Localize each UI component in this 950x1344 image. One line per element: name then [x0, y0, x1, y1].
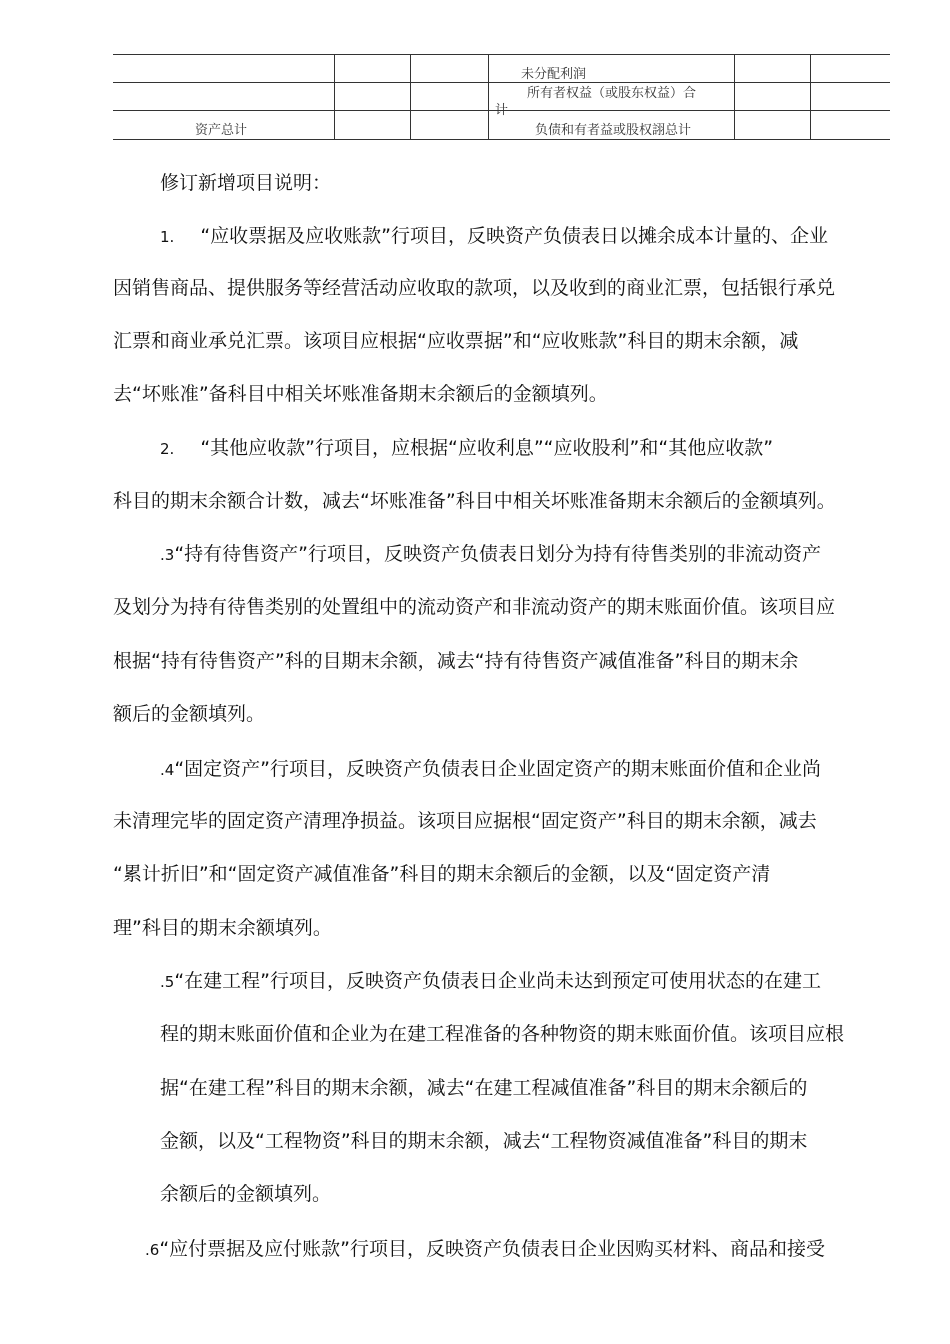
table-column-rule [410, 54, 411, 139]
table-column-rule [334, 54, 335, 139]
section-title: 修订新增项目说明： [160, 172, 332, 194]
item-number: 1. [160, 228, 175, 246]
item-text: “在建工程”行项目，反映资产负债表日企业尚未达到预定可使用状态的在建工 [174, 970, 822, 992]
paragraph-line: 余额后的金额填列。 [160, 1183, 332, 1205]
item-number: .6 [145, 1241, 160, 1259]
paragraph-line [160, 756, 821, 783]
paragraph-line: 额后的金额填列。 [113, 703, 266, 725]
item-number: .3 [160, 546, 175, 564]
paragraph-line: 据“在建工程”科目的期末余额，减去“在建工程减值准备”科目的期末余额后的 [160, 1077, 808, 1099]
table-column-rule [734, 54, 735, 139]
paragraph-line: 理”科目的期末余额填列。 [113, 917, 332, 939]
paragraph-line: “累计折旧”和“固定资产减值准备”科目的期末余额后的金额，以及“固定资产清 [113, 863, 771, 885]
table-rule [113, 82, 890, 83]
paragraph-line [160, 223, 828, 250]
table-cell-label: 未分配利润 [521, 67, 587, 82]
item-number: .4 [160, 761, 175, 779]
paragraph-line [145, 1236, 825, 1263]
item-text: “持有待售资产”行项目，反映资产负债表日划分为持有待售类别的非流动资产 [174, 543, 822, 565]
item-number: .5 [160, 973, 175, 991]
paragraph-line: 科目的期末余额合计数，减去“坏账准备”科目中相关坏账准备期末余额后的金额填列。 [113, 490, 836, 512]
paragraph-line [160, 968, 821, 995]
table-column-rule [488, 54, 489, 139]
paragraph-line: 汇票和商业承兑汇票。该项目应根据“应收票据”和“应收账款”科目的期末余额，减 [113, 330, 799, 352]
balance-sheet-table-fragment [113, 54, 890, 139]
paragraph-line: 金额，以及“工程物资”科目的期末余额，减去“工程物资减值准备”科目的期末 [160, 1130, 808, 1152]
item-text: “固定资产”行项目，反映资产负债表日企业固定资产的期末账面价值和企业尚 [174, 758, 822, 780]
table-column-rule [810, 54, 811, 139]
paragraph-line: 未清理完毕的固定资产清理净损益。该项目应据根“固定资产”科目的期末余额，减去 [113, 810, 817, 832]
paragraph-line: 去“坏账准”备科目中相关坏账准备期末余额后的金额填列。 [113, 383, 608, 405]
table-cell-label: 所有者权益（或股东权益）合 [527, 86, 697, 101]
table-cell-label: 资产总计 [195, 123, 248, 138]
table-rule [113, 139, 890, 140]
table-cell-label-wrap: 计 [495, 103, 509, 118]
paragraph-line [160, 435, 773, 462]
paragraph-line: 及划分为持有待售类别的处置组中的流动资产和非流动资产的期末账面价值。该项目应 [113, 596, 836, 618]
table-rule [113, 54, 890, 55]
item-text: “应收票据及应收账款”行项目，反映资产负债表日以摊余成本计量的、企业 [200, 225, 829, 247]
item-text: “应付票据及应付账款”行项目，反映资产负债表日企业因购买材料、商品和接受 [159, 1238, 826, 1260]
paragraph-line [160, 541, 821, 568]
paragraph-line: 因销售商品、提供服务等经营活动应收取的款项，以及收到的商业汇票，包括银行承兑 [113, 277, 836, 299]
paragraph-line: 程的期末账面价值和企业为在建工程准备的各种物资的期末账面价值。该项目应根 [160, 1023, 845, 1045]
paragraph-line: 根据“持有待售资产”科的目期末余额，减去“持有待售资产减值准备”科目的期末余 [113, 650, 799, 672]
item-text: “其他应收款”行项目，应根据“应收利息”“应收股利”和“其他应收款” [200, 437, 774, 459]
table-cell-label: 负债和有者益或股权詡总计 [535, 123, 692, 138]
item-number: 2. [160, 440, 175, 458]
